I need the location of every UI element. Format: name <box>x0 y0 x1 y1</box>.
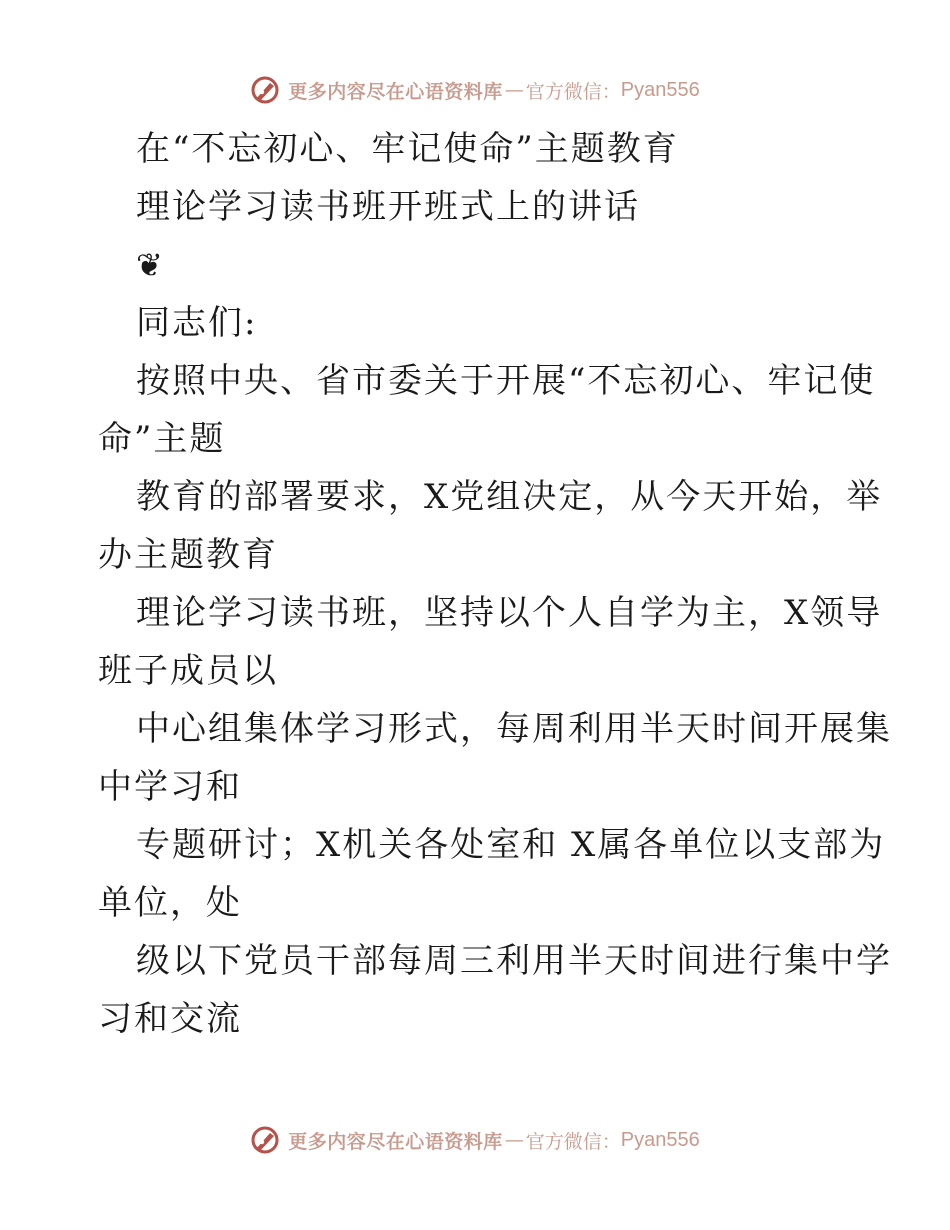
banner-wechat-label: 官方微信： <box>525 1130 621 1153</box>
pen-logo-icon <box>250 75 280 105</box>
paragraph-line: 命”主题 <box>98 419 226 459</box>
paragraph-line: 教育的部署要求，X党组决定，从今天开始，举 <box>136 477 883 517</box>
paragraph-line: 理论学习读书班，坚持以个人自学为主，X领导 <box>136 593 883 633</box>
document-body <box>98 120 892 1048</box>
header-banner <box>0 70 950 110</box>
banner-wechat-id: Pyan556 <box>620 1128 700 1151</box>
paragraph-line: 专题研讨；X机关各处室和 X属各单位以支部为 <box>136 825 886 865</box>
paragraph-line: 中学习和 <box>98 767 242 807</box>
paragraph-line: 办主题教育 <box>98 535 278 575</box>
banner-site-name: 更多内容尽在心语资料库 <box>288 1130 503 1153</box>
salutation: 同志们: <box>136 303 258 343</box>
paragraph-line: 中心组集体学习形式，每周利用半天时间开展集 <box>136 709 892 749</box>
paragraph-line: 级以下党员干部每周三利用半天时间进行集中学 <box>136 941 892 981</box>
banner-wechat-id: Pyan556 <box>620 78 700 101</box>
fleuron-ornament-icon: ❦ <box>136 246 163 284</box>
banner-wechat-label: 官方微信： <box>525 80 621 103</box>
paragraph-line: 按照中央、省市委关于开展“不忘初心、牢记使 <box>136 361 876 401</box>
pen-logo-icon <box>250 1125 280 1155</box>
title-line-1: 在“不忘初心、牢记使命”主题教育 <box>136 129 679 169</box>
banner-site-name: 更多内容尽在心语资料库 <box>288 80 503 103</box>
paragraph-line: 单位，处 <box>98 883 242 923</box>
banner-dash: — <box>504 79 524 101</box>
footer-banner <box>0 1120 950 1160</box>
title-line-2: 理论学习读书班开班式上的讲话 <box>136 187 640 227</box>
banner-dash: — <box>504 1129 524 1151</box>
paragraph-line: 习和交流 <box>98 999 242 1039</box>
paragraph-line: 班子成员以 <box>98 651 278 691</box>
